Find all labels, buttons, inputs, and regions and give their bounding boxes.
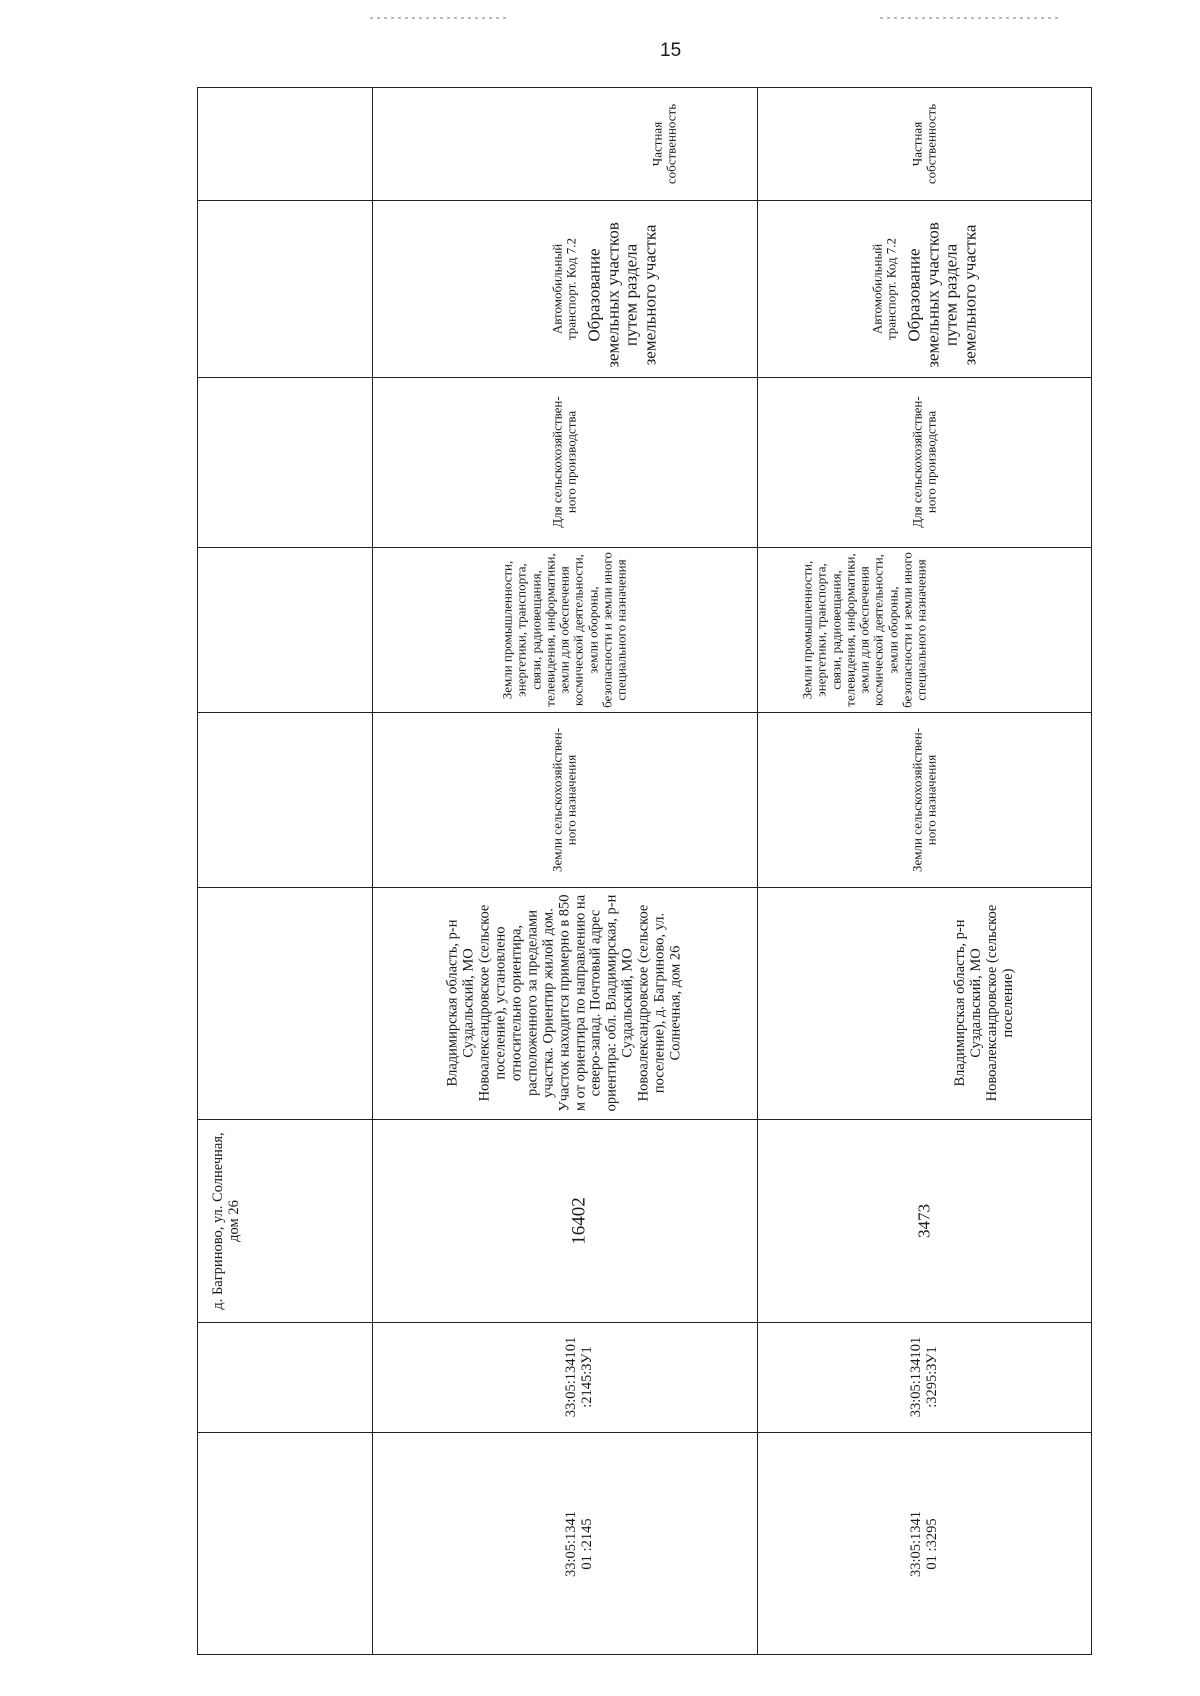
row2-new-id-cell: [757, 1322, 1092, 1432]
row2-area-cell: [757, 1119, 1092, 1322]
row2-source-kn-cell: [757, 1432, 1092, 1655]
row1-new-id-cell: [372, 1322, 757, 1432]
row2-ownership-cell: [757, 87, 1092, 200]
row2-area: 3473: [914, 1203, 934, 1238]
row2-category-current: Земли сельскохозяйствен-ного назначения: [909, 727, 939, 872]
top-row-address: д. Багриново, ул. Солнечная, дом 26: [210, 1131, 242, 1310]
row2-ownership: Частная собственность: [909, 103, 939, 184]
row2-category-new: Земли промышленности, энергетики, транспорта, связи, радиовещания, телевидения, информатики, земли для обеспечения космической деятельности, земли обороны, безопасности и земли иного специального назначения: [799, 551, 929, 708]
row1-ownership-cell: [372, 87, 757, 200]
row2-method: [880, 215, 1005, 375]
row1-use-new: Автомобильный транспорт. Код 7.2: [549, 237, 579, 340]
row2-category-new-cell: [757, 547, 1092, 712]
row2-use-current: Для сельскохозяйствен-ного производства: [909, 396, 939, 528]
row1-area-cell: [372, 1119, 757, 1322]
row1-method: [560, 215, 685, 375]
row1-source-kn: 33:05:1341 01 :2145: [562, 1510, 595, 1577]
row1-new-id: 33:05:134101 :2145:ЗУ1: [562, 1336, 595, 1418]
row2-use-current-cell: [757, 377, 1092, 547]
row1-address: Владимирская область, р-н Суздальский, МО Новоалександровское (сельское поселение), установлено относительно ориентира, расположенного за пределами участка. Ориентир жилой дом. Участок находится примерно в 850 м от ориентира по направлению на северо-запад. Почтовый адрес ориентира: обл. Владимирская, р-н Суздальский, МО Новоалександровское (сельское поселение), д. Багриново, ул. Солнечная, дом 26: [443, 894, 684, 1112]
scan-artifact-left: [370, 17, 510, 19]
row1-area: 16402: [568, 1196, 590, 1245]
row1-use-current: Для сельскохозяйствен-ного производства: [549, 396, 579, 528]
row1-category-current-cell: [372, 712, 757, 887]
row1-source-kn-cell: [372, 1432, 757, 1655]
row2-address-cell: [757, 887, 1092, 1119]
row1-address-cell: [372, 887, 757, 1119]
row1-category-new: Земли промышленности, энергетики, транспорта, связи, радиовещания, телевидения, информатики, земли для обеспечения космической деятельности, земли обороны, безопасности и земли иного специального назначения: [499, 551, 629, 708]
scan-artifact-right: [880, 17, 1060, 19]
page-number: 15: [660, 40, 682, 61]
row1-method-text: Образование земельных участков путем раздела земельного участка: [584, 222, 660, 368]
row1-category-current: Земли сельскохозяйствен-ного назначения: [549, 727, 579, 872]
row2-new-id: 33:05:134101 :3295:ЗУ1: [907, 1336, 940, 1418]
row2-source-kn: 33:05:1341 01 :3295: [907, 1510, 940, 1577]
row1-use-current-cell: [372, 377, 757, 547]
row2-category-current-cell: [757, 712, 1092, 887]
row1-ownership: Частная собственность: [649, 103, 679, 184]
row2-address: Владимирская область, р-н Суздальский, МО Новоалександровское (сельское поселение): [951, 904, 1016, 1102]
row2-use-new: Автомобильный транспорт. Код 7.2: [869, 237, 899, 340]
top-row-address-cell: [197, 1119, 257, 1322]
row2-method-text: Образование земельных участков путем раздела земельного участка: [904, 222, 980, 368]
row1-category-new-cell: [372, 547, 757, 712]
